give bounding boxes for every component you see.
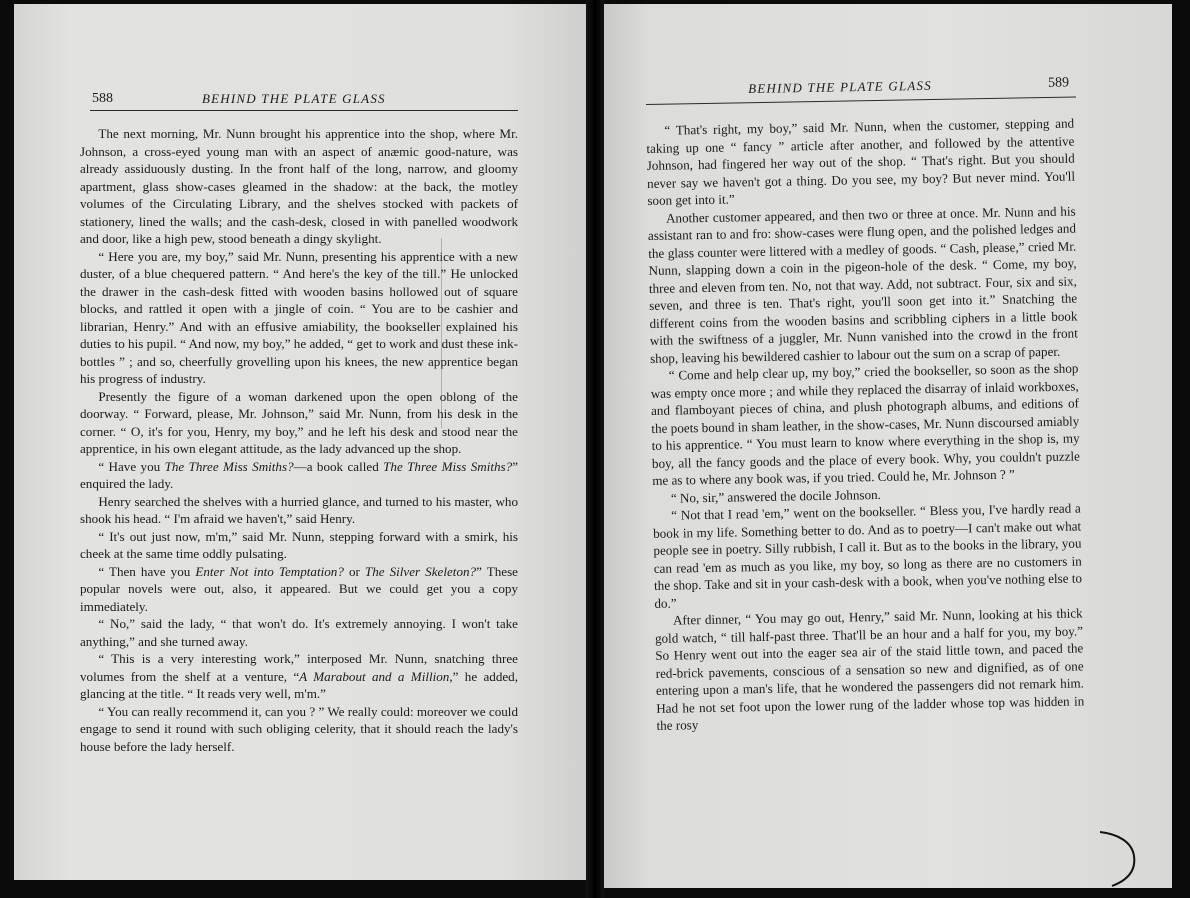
page-fold-mark [1098,826,1144,890]
text-run: “ This is a very interesting work,” interposed Mr. Nunn, snatching three volumes from the shelf at a venture, “ [80,651,518,684]
right-page-body [646,115,1085,735]
paragraph: After dinner, “ You may go out, Henry,” said Mr. Nunn, looking at his thick gold watch, “ till half-past three. That'll be an hour and a half for you, my boy.” So Henry went out into the eager sea air of the staid little town, and paced the red-brick pavements, conscious of a sensation so new and dignified, as of one entering upon a man's life, that he wondered the passengers did not remark him. Had he not set foot upon the lower rung of the ladder whose top was hidden in the rosy [654,605,1085,733]
left-page-body [80,125,518,755]
right-page-number: 589 [1047,75,1070,91]
paragraph: The next morning, Mr. Nunn brought his apprentice into the shop, where Mr. Johnson, a cross-eyed young man with an aspect of anæmic good-nature, was already assiduously dusting. In the front half of the long, narrow, and gloomy apartment, glass show-cases gleamed in the shadow: at the back, the motley volumes of the Circulating Library, and the shelves stocked with packets of stationery, lined the walls; and the cash-desk, closed in with panelled woodwork and door, like a high pew, stood beneath a dingy skylight. [80,126,518,246]
book-title: A Marabout and a Million, [299,668,453,684]
text-run: or [343,563,365,579]
text-run: “ Then have you [98,563,196,579]
paragraph: “ Here you are, my boy,” said Mr. Nunn, presenting his apprentice with a new duster, of a blue chequered pattern. “ And here's the key of the till.” He unlocked the drawer in the cash-desk fitted with wooden basins hollowed out of square blocks, and rattled it open with a jingle of coin. “ You are to be cashier and librarian, Henry.” And with an effusive amiability, the bookseller explained his duties to his pupil. “ And now, my boy,” he added, “ get to work and dust these ink-bottles ” ; and so, cheerfully grovelling upon his knees, the new apprentice began his progress of industry. [80,248,518,386]
book-gutter [586,0,604,898]
paragraph [80,650,518,703]
right-running-title: BEHIND THE PLATE GLASS [748,77,932,96]
paragraph: “ No, sir,” answered the docile Johnson. [670,486,882,506]
paragraph: “ Not that I read 'em,” went on the bookseller. “ Bless you, I've hardly read a book in my life. Something better to do. And as to poetry—I can't make out what people see in poetry. Silly rubbish, I call it. But as to the books in the library, you can read 'em as much as you like, my boy, so long as there are no customers in the shop. Take and sit in your cash-desk with a book, when you've nothing else to do.” [653,500,1083,611]
left-running-title: BEHIND THE PLATE GLASS [202,91,386,106]
paragraph: “ You can really recommend it, can you ? ” We really could: moreover we could engage to send it round with such obliging celerity, that it should reach the lady's house before the lady herself. [80,703,518,754]
text-run: —a book called [293,458,384,474]
left-page-number: 588 [92,91,113,106]
text-run: ” he added, glancing at the title. “ It reads very well, m'm.” [80,668,519,701]
paragraph: “ It's out just now, m'm,” said Mr. Nunn, stepping forward with a smirk, his cheek at the same time oddly pulsating. [80,528,518,561]
paragraph: Presently the figure of a woman darkened upon the open oblong of the doorway. “ Forward, please, Mr. Johnson,” said Mr. Nunn, from his desk in the corner. “ O, it's for you, Henry, my boy,” and he left his desk and stood near the apprentice, in his own elegant attitude, as the lady advanced up the shop. [80,388,518,456]
book-title: The Three Miss Smiths? [164,458,294,474]
book-title: Enter Not into Temptation? [195,563,344,579]
paragraph [80,563,518,616]
left-header-rule [90,110,518,111]
paragraph: Henry searched the shelves with a hurried glance, and turned to his master, who shook his head. “ I'm afraid we haven't,” said Henry. [80,493,518,526]
page-crease [441,238,442,428]
book-title: The Silver Skeleton? [364,563,477,579]
paragraph: “ Come and help clear up, my boy,” cried the bookseller, so soon as the shop was empty once more ; and while they replaced the disarray of inlaid workboxes, and flamboyant pieces of china, and plush photograph albums, and editions of the poets bound in sham leather, in the show-cases, Mr. Nunn discoursed amiably to his apprentice. “ You must learn to know where everything in the shop is, my boy, all the fancy goods and the place of every book. Why, you couldn't puzzle me as to where any book was, if you tried. Could he, Mr. Johnson ? ” [650,360,1081,488]
text-run: ” These popular novels were out, also, it appeared. But we could get you a copy immediately. [80,563,518,614]
paragraph [80,458,518,493]
paragraph: “ That's right, my boy,” said Mr. Nunn, when the customer, stepping and taking up one “ fancy ” article after another, and followed by the attentive Johnson, had fingered her way out of the shop. “ That's right. But you should never say we haven't got a thing. Do you see, my boy? But never mind. You'll soon get into it.” [646,115,1076,208]
left-running-head [92,91,522,111]
text-run: ” enquired the lady. [80,458,518,491]
text-run: “ Have you [98,458,165,474]
paragraph: “ No,” said the lady, “ that won't do. It's extremely annoying. I won't take anything,” and she turned away. [80,616,518,649]
book-title: The Three Miss Smiths? [383,458,513,474]
paragraph: Another customer appeared, and then two or three at once. Mr. Nunn and his assistant ran to and fro: show-cases were flung open, and the polished ledges and the glass counter were littered with a medley of goods. “ Cash, please,” cried Mr. Nunn, slapping down a coin in the pigeon-hole of the desk. “ Come, my boy, three and eleven from ten. No, not that way. Add, not subtract. Four, six and six, seven, and three is ten. That's right, you'll soon get into it.” Snatching the different coins from the wooden basins and scribbling ciphers in a little book with the swiftness of a juggler, Mr. Nunn vanished into the crowd in the front shop, leaving his bewildered cashier to labour out the sum on a scrap of paper. [647,203,1078,366]
